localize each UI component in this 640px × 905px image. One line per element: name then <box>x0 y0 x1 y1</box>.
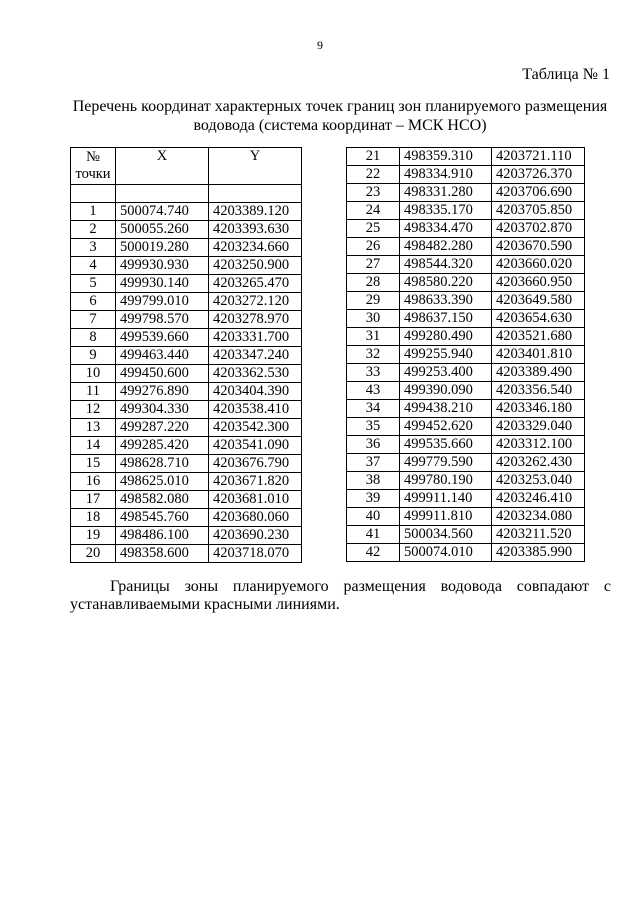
table-row <box>347 148 585 166</box>
point-number-cell: 15 <box>71 455 116 473</box>
x-coordinate-cell: 499287.220 <box>116 419 209 437</box>
y-coordinate-cell: 4203246.410 <box>492 490 585 508</box>
point-number-cell: 37 <box>347 454 400 472</box>
blank-row <box>71 185 302 203</box>
table-row <box>347 472 585 490</box>
coordinates-table-left <box>70 147 302 563</box>
y-coordinate-cell: 4203538.410 <box>209 401 302 419</box>
x-coordinate-cell: 498334.910 <box>400 166 492 184</box>
x-coordinate-cell: 499780.190 <box>400 472 492 490</box>
header-y: Y <box>209 148 302 185</box>
y-coordinate-cell: 4203706.690 <box>492 184 585 202</box>
point-number-cell: 17 <box>71 491 116 509</box>
x-coordinate-cell: 499276.890 <box>116 383 209 401</box>
y-coordinate-cell: 4203649.580 <box>492 292 585 310</box>
point-number-cell: 32 <box>347 346 400 364</box>
y-coordinate-cell: 4203329.040 <box>492 418 585 436</box>
table-row <box>71 437 302 455</box>
x-coordinate-cell: 499930.930 <box>116 257 209 275</box>
table-row <box>71 203 302 221</box>
x-coordinate-cell: 499930.140 <box>116 275 209 293</box>
point-number-cell: 10 <box>71 365 116 383</box>
point-number-cell: 3 <box>71 239 116 257</box>
page-number: 9 <box>317 38 323 52</box>
point-number-cell: 25 <box>347 220 400 238</box>
point-number-cell: 24 <box>347 202 400 220</box>
y-coordinate-cell: 4203401.810 <box>492 346 585 364</box>
x-coordinate-cell: 499390.090 <box>400 382 492 400</box>
point-number-cell: 31 <box>347 328 400 346</box>
table-row <box>347 490 585 508</box>
table-row <box>347 382 585 400</box>
y-coordinate-cell: 4203681.010 <box>209 491 302 509</box>
y-coordinate-cell: 4203670.590 <box>492 238 585 256</box>
point-number-cell: 7 <box>71 311 116 329</box>
x-coordinate-cell: 499255.940 <box>400 346 492 364</box>
y-coordinate-cell: 4203705.850 <box>492 202 585 220</box>
point-number-cell: 42 <box>347 544 400 562</box>
y-coordinate-cell: 4203542.300 <box>209 419 302 437</box>
table-row <box>347 418 585 436</box>
left-table-body <box>71 203 302 563</box>
point-number-cell: 4 <box>71 257 116 275</box>
x-coordinate-cell: 498580.220 <box>400 274 492 292</box>
document-title: Перечень координат характерных точек границ зон планируемого размещения водовода (система координат – МСК НСО) <box>72 98 608 134</box>
y-coordinate-cell: 4203389.120 <box>209 203 302 221</box>
x-coordinate-cell: 498486.100 <box>116 527 209 545</box>
y-coordinate-cell: 4203262.430 <box>492 454 585 472</box>
point-number-cell: 41 <box>347 526 400 544</box>
x-coordinate-cell: 498335.170 <box>400 202 492 220</box>
x-coordinate-cell: 498334.470 <box>400 220 492 238</box>
point-number-cell: 39 <box>347 490 400 508</box>
table-row <box>71 221 302 239</box>
x-coordinate-cell: 499463.440 <box>116 347 209 365</box>
y-coordinate-cell: 4203347.240 <box>209 347 302 365</box>
y-coordinate-cell: 4203250.900 <box>209 257 302 275</box>
point-number-cell: 13 <box>71 419 116 437</box>
header-point-word: точки <box>75 166 111 182</box>
note-word: с <box>603 578 611 595</box>
note-word: совпадают <box>516 578 590 595</box>
point-number-cell: 36 <box>347 436 400 454</box>
table-row <box>71 275 302 293</box>
note-word: зоны <box>184 578 219 595</box>
x-coordinate-cell: 500019.280 <box>116 239 209 257</box>
x-coordinate-cell: 500034.560 <box>400 526 492 544</box>
table-row <box>347 202 585 220</box>
x-coordinate-cell: 499798.570 <box>116 311 209 329</box>
y-coordinate-cell: 4203362.530 <box>209 365 302 383</box>
point-number-cell: 34 <box>347 400 400 418</box>
note-word: Границы <box>110 578 170 595</box>
point-number-cell: 40 <box>347 508 400 526</box>
note-paragraph <box>70 578 611 614</box>
table-row <box>347 544 585 562</box>
note-word: размещения <box>343 578 426 595</box>
y-coordinate-cell: 4203272.120 <box>209 293 302 311</box>
y-coordinate-cell: 4203654.630 <box>492 310 585 328</box>
point-number-cell: 38 <box>347 472 400 490</box>
x-coordinate-cell: 498358.600 <box>116 545 209 563</box>
point-number-cell: 14 <box>71 437 116 455</box>
y-coordinate-cell: 4203211.520 <box>492 526 585 544</box>
table-row <box>71 293 302 311</box>
table-row <box>71 311 302 329</box>
x-coordinate-cell: 498628.710 <box>116 455 209 473</box>
y-coordinate-cell: 4203671.820 <box>209 473 302 491</box>
x-coordinate-cell: 499253.400 <box>400 364 492 382</box>
y-coordinate-cell: 4203721.110 <box>492 148 585 166</box>
point-number-cell: 20 <box>71 545 116 563</box>
point-number-cell: 19 <box>71 527 116 545</box>
point-number-cell: 30 <box>347 310 400 328</box>
table-row <box>71 383 302 401</box>
table-label: Таблица № 1 <box>522 66 610 83</box>
y-coordinate-cell: 4203331.700 <box>209 329 302 347</box>
point-number-cell: 16 <box>71 473 116 491</box>
coordinates-table-right <box>346 147 585 562</box>
table-row <box>347 436 585 454</box>
y-coordinate-cell: 4203312.100 <box>492 436 585 454</box>
table-row <box>347 292 585 310</box>
table-row <box>347 166 585 184</box>
x-coordinate-cell: 500055.260 <box>116 221 209 239</box>
table-row <box>71 509 302 527</box>
x-coordinate-cell: 498331.280 <box>400 184 492 202</box>
point-number-cell: 33 <box>347 364 400 382</box>
point-number-cell: 23 <box>347 184 400 202</box>
x-coordinate-cell: 498637.150 <box>400 310 492 328</box>
table-row <box>347 256 585 274</box>
y-coordinate-cell: 4203346.180 <box>492 400 585 418</box>
y-coordinate-cell: 4203676.790 <box>209 455 302 473</box>
table-row <box>71 257 302 275</box>
table-row <box>71 365 302 383</box>
y-coordinate-cell: 4203385.990 <box>492 544 585 562</box>
x-coordinate-cell: 498359.310 <box>400 148 492 166</box>
table-row <box>347 220 585 238</box>
y-coordinate-cell: 4203404.390 <box>209 383 302 401</box>
x-coordinate-cell: 499450.600 <box>116 365 209 383</box>
x-coordinate-cell: 499911.140 <box>400 490 492 508</box>
header-point-number <box>71 148 116 185</box>
y-coordinate-cell: 4203541.090 <box>209 437 302 455</box>
y-coordinate-cell: 4203393.630 <box>209 221 302 239</box>
right-table-body <box>347 148 585 562</box>
x-coordinate-cell: 500074.010 <box>400 544 492 562</box>
x-coordinate-cell: 498625.010 <box>116 473 209 491</box>
table-row <box>347 508 585 526</box>
y-coordinate-cell: 4203718.070 <box>209 545 302 563</box>
y-coordinate-cell: 4203726.370 <box>492 166 585 184</box>
table-row <box>347 328 585 346</box>
x-coordinate-cell: 498545.760 <box>116 509 209 527</box>
y-coordinate-cell: 4203690.230 <box>209 527 302 545</box>
point-number-cell: 9 <box>71 347 116 365</box>
x-coordinate-cell: 498544.320 <box>400 256 492 274</box>
x-coordinate-cell: 499438.210 <box>400 400 492 418</box>
x-coordinate-cell: 499799.010 <box>116 293 209 311</box>
y-coordinate-cell: 4203278.970 <box>209 311 302 329</box>
y-coordinate-cell: 4203253.040 <box>492 472 585 490</box>
table-row <box>347 454 585 472</box>
table-row <box>71 347 302 365</box>
header-number-sign: № <box>86 149 100 165</box>
x-coordinate-cell: 498633.390 <box>400 292 492 310</box>
x-coordinate-cell: 500074.740 <box>116 203 209 221</box>
x-coordinate-cell: 499779.590 <box>400 454 492 472</box>
note-line-2: устанавливаемыми красными линиями. <box>70 596 340 613</box>
y-coordinate-cell: 4203234.080 <box>492 508 585 526</box>
table-row <box>347 526 585 544</box>
table-row <box>347 346 585 364</box>
table-row <box>71 527 302 545</box>
note-word: планируемого <box>232 578 329 595</box>
x-coordinate-cell: 499280.490 <box>400 328 492 346</box>
table-row <box>71 473 302 491</box>
point-number-cell: 8 <box>71 329 116 347</box>
y-coordinate-cell: 4203521.680 <box>492 328 585 346</box>
point-number-cell: 35 <box>347 418 400 436</box>
point-number-cell: 22 <box>347 166 400 184</box>
point-number-cell: 5 <box>71 275 116 293</box>
point-number-cell: 43 <box>347 382 400 400</box>
x-coordinate-cell: 499452.620 <box>400 418 492 436</box>
table-row <box>347 238 585 256</box>
point-number-cell: 28 <box>347 274 400 292</box>
table-row <box>71 239 302 257</box>
y-coordinate-cell: 4203660.020 <box>492 256 585 274</box>
table-row <box>347 400 585 418</box>
x-coordinate-cell: 499304.330 <box>116 401 209 419</box>
table-row <box>71 419 302 437</box>
table-row <box>347 184 585 202</box>
point-number-cell: 11 <box>71 383 116 401</box>
table-row <box>347 310 585 328</box>
point-number-cell: 18 <box>71 509 116 527</box>
point-number-cell: 27 <box>347 256 400 274</box>
point-number-cell: 2 <box>71 221 116 239</box>
point-number-cell: 29 <box>347 292 400 310</box>
y-coordinate-cell: 4203702.870 <box>492 220 585 238</box>
header-x: X <box>116 148 209 185</box>
y-coordinate-cell: 4203265.470 <box>209 275 302 293</box>
note-word: водовода <box>440 578 502 595</box>
point-number-cell: 12 <box>71 401 116 419</box>
point-number-cell: 21 <box>347 148 400 166</box>
table-row <box>347 274 585 292</box>
x-coordinate-cell: 499911.810 <box>400 508 492 526</box>
y-coordinate-cell: 4203680.060 <box>209 509 302 527</box>
table-row <box>71 401 302 419</box>
x-coordinate-cell: 499539.660 <box>116 329 209 347</box>
y-coordinate-cell: 4203660.950 <box>492 274 585 292</box>
table-row <box>71 491 302 509</box>
y-coordinate-cell: 4203356.540 <box>492 382 585 400</box>
x-coordinate-cell: 499285.420 <box>116 437 209 455</box>
y-coordinate-cell: 4203389.490 <box>492 364 585 382</box>
point-number-cell: 26 <box>347 238 400 256</box>
note-line-1 <box>70 578 611 596</box>
table-row <box>71 329 302 347</box>
x-coordinate-cell: 498482.280 <box>400 238 492 256</box>
x-coordinate-cell: 498582.080 <box>116 491 209 509</box>
point-number-cell: 6 <box>71 293 116 311</box>
y-coordinate-cell: 4203234.660 <box>209 239 302 257</box>
table-row <box>71 455 302 473</box>
point-number-cell: 1 <box>71 203 116 221</box>
x-coordinate-cell: 499535.660 <box>400 436 492 454</box>
table-row <box>71 545 302 563</box>
table-row <box>347 364 585 382</box>
